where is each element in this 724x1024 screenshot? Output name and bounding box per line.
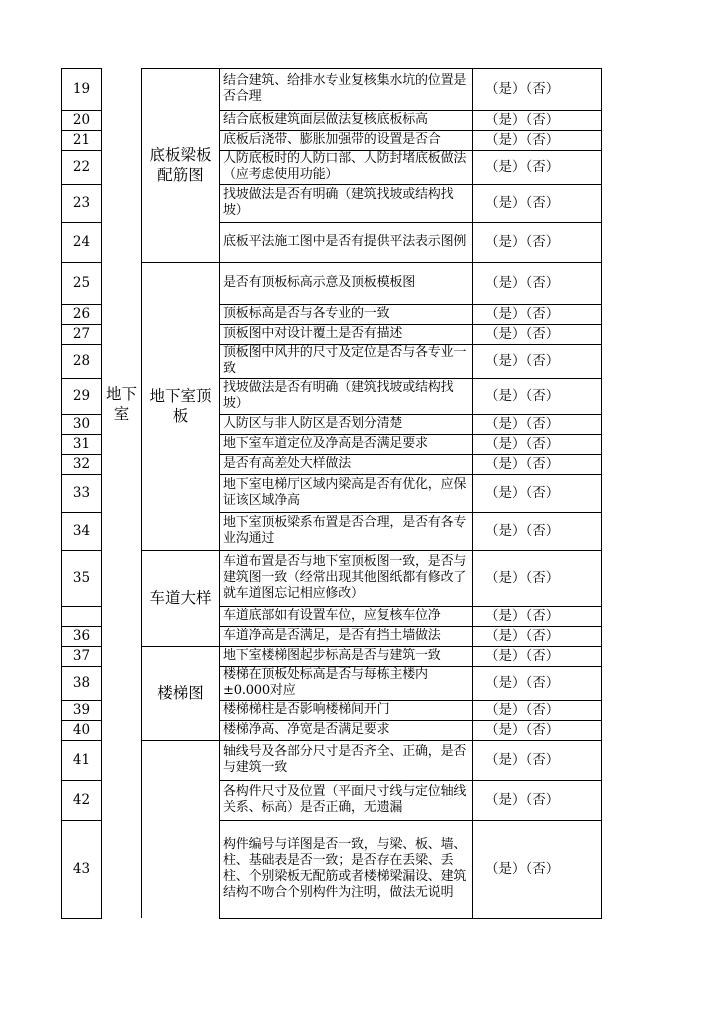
answer-options: （是）（否） [485, 81, 560, 97]
answer-options: （是）（否） [485, 648, 560, 664]
answer-options: （是）（否） [485, 523, 560, 539]
answer-options: （是）（否） [485, 112, 560, 128]
answer-options: （是）（否） [485, 861, 560, 877]
answer-options: （是）（否） [485, 306, 560, 322]
check-item-text: 楼梯梯柱是否影响楼梯间开门 [223, 702, 390, 717]
check-item-text: 构件编号与详图是否一致，与梁、板、墙、柱、基础表是否一致；是否存在丢梁、丢柱、个别梁板无配筋或者楼梯梁漏设、建筑结构不吻合个别构件为注明，做法无说明 [223, 837, 467, 900]
answer-options: （是）（否） [485, 456, 560, 472]
check-item-text: 地下室顶板梁系布置是否合理，是否有各专业沟通过 [223, 515, 467, 546]
answer-options: （是）（否） [485, 608, 560, 624]
answer-options: （是）（否） [485, 752, 560, 768]
check-item-text: 轴线号及各部分尺寸是否齐全、正确，是否与建筑一致 [223, 744, 467, 775]
check-item-text: 各构件尺寸及位置（平面尺寸线与定位轴线关系、标高）是否正确，无遗漏 [223, 784, 467, 815]
row-number: 39 [72, 702, 91, 718]
answer-options: （是）（否） [485, 353, 560, 369]
answer-options: （是）（否） [485, 436, 560, 452]
row-number: 20 [72, 112, 91, 128]
row-number: 31 [72, 436, 91, 452]
answer-options: （是）（否） [485, 275, 560, 291]
row-number [62, 606, 101, 626]
row-number: 42 [72, 792, 91, 808]
answer-options: （是）（否） [485, 388, 560, 404]
row-number: 37 [72, 648, 91, 664]
check-item-text: 顶板标高是否与各专业的一致 [223, 306, 390, 321]
check-item-text: 找坡做法是否有明确（建筑找坡或结构找坡） [223, 380, 454, 411]
check-item-text: 车道净高是否满足，是否有挡土墙做法 [223, 628, 441, 643]
check-item-text: 地下室车道定位及净高是否满足要求 [223, 436, 428, 451]
answer-options: （是）（否） [485, 416, 560, 432]
check-item-text: 底板平法施工图中是否有提供平法表示图例 [223, 234, 467, 249]
section-label [103, 740, 140, 918]
row-number: 25 [72, 275, 91, 291]
answer-options: （是）（否） [485, 132, 560, 148]
row-number: 43 [72, 861, 91, 877]
grid-line [61, 918, 102, 919]
section-label: 地下室 [105, 385, 137, 423]
answer-options: （是）（否） [485, 675, 560, 691]
row-number: 34 [72, 523, 91, 539]
check-item-text: 地下室电梯厅区域内梁高是否有优化，应保证该区域净高 [223, 477, 467, 508]
check-item-text: 车道布置是否与地下室顶板图一致，是否与建筑图一致（经常出现其他图纸都有修改了就车道图忘记相应修改） [223, 554, 467, 601]
grid-line [601, 68, 602, 918]
answer-options: （是）（否） [485, 792, 560, 808]
check-item-text: 人防区与非人防区是否划分清楚 [223, 416, 403, 431]
row-number: 32 [72, 456, 91, 472]
row-number: 40 [72, 722, 91, 738]
row-number: 19 [72, 81, 91, 97]
answer-options: （是）（否） [485, 628, 560, 644]
answer-options: （是）（否） [485, 195, 560, 211]
row-number: 41 [72, 752, 91, 768]
check-item-text: 顶板图中风井的尺寸及定位是否与各专业一致 [223, 345, 467, 376]
answer-options: （是）（否） [485, 326, 560, 342]
answer-options: （是）（否） [485, 234, 560, 250]
grid-line [101, 68, 102, 918]
answer-options: （是）（否） [485, 722, 560, 738]
check-item-text: 车道底部如有设置车位，应复核车位净 [223, 608, 441, 623]
group-label: 车道大样 [149, 589, 212, 607]
answer-options: （是）（否） [485, 702, 560, 718]
row-number: 24 [72, 234, 91, 250]
grid-line [219, 918, 602, 919]
row-number: 33 [72, 485, 91, 501]
grid-line [141, 68, 142, 918]
check-item-text: 是否有高差处大样做法 [223, 456, 352, 471]
group-label: 底板梁板配筋图 [149, 146, 212, 184]
group-label [144, 740, 217, 918]
check-item-text: 楼梯在顶板处标高是否与每栋主楼内±0.000对应 [223, 667, 428, 698]
row-number: 35 [72, 570, 91, 586]
row-number: 22 [72, 159, 91, 175]
check-item-text: 结合建筑、给排水专业复核集水坑的位置是否合理 [223, 73, 467, 104]
check-item-text: 结合底板建筑面层做法复核底板标高 [223, 112, 428, 127]
row-number: 38 [72, 675, 91, 691]
row-number: 36 [72, 628, 91, 644]
answer-options: （是）（否） [485, 570, 560, 586]
answer-options: （是）（否） [485, 485, 560, 501]
row-number: 26 [72, 306, 91, 322]
check-item-text: 地下室楼梯图起步标高是否与建筑一致 [223, 648, 441, 663]
check-item-text: 顶板图中对设计覆土是否有描述 [223, 326, 403, 341]
row-number: 28 [72, 353, 91, 369]
group-label: 地下室顶板 [149, 387, 212, 425]
row-number: 27 [72, 326, 91, 342]
review-checklist-table [61, 68, 601, 948]
group-label: 楼梯图 [157, 684, 204, 702]
answer-options: （是）（否） [485, 159, 560, 175]
check-item-text: 是否有顶板标高示意及顶板模板图 [223, 275, 416, 290]
row-number: 29 [72, 388, 91, 404]
row-number: 21 [72, 132, 91, 148]
row-number: 23 [72, 195, 91, 211]
check-item-text: 楼梯净高、净宽是否满足要求 [223, 722, 390, 737]
row-number: 30 [72, 416, 91, 432]
check-item-text: 底板后浇带、膨胀加强带的设置是否合 [223, 132, 441, 147]
check-item-text: 找坡做法是否有明确（建筑找坡或结构找坡） [223, 187, 454, 218]
check-item-text: 人防底板时的人防口部、人防封堵底板做法（应考虑使用功能） [223, 151, 467, 182]
